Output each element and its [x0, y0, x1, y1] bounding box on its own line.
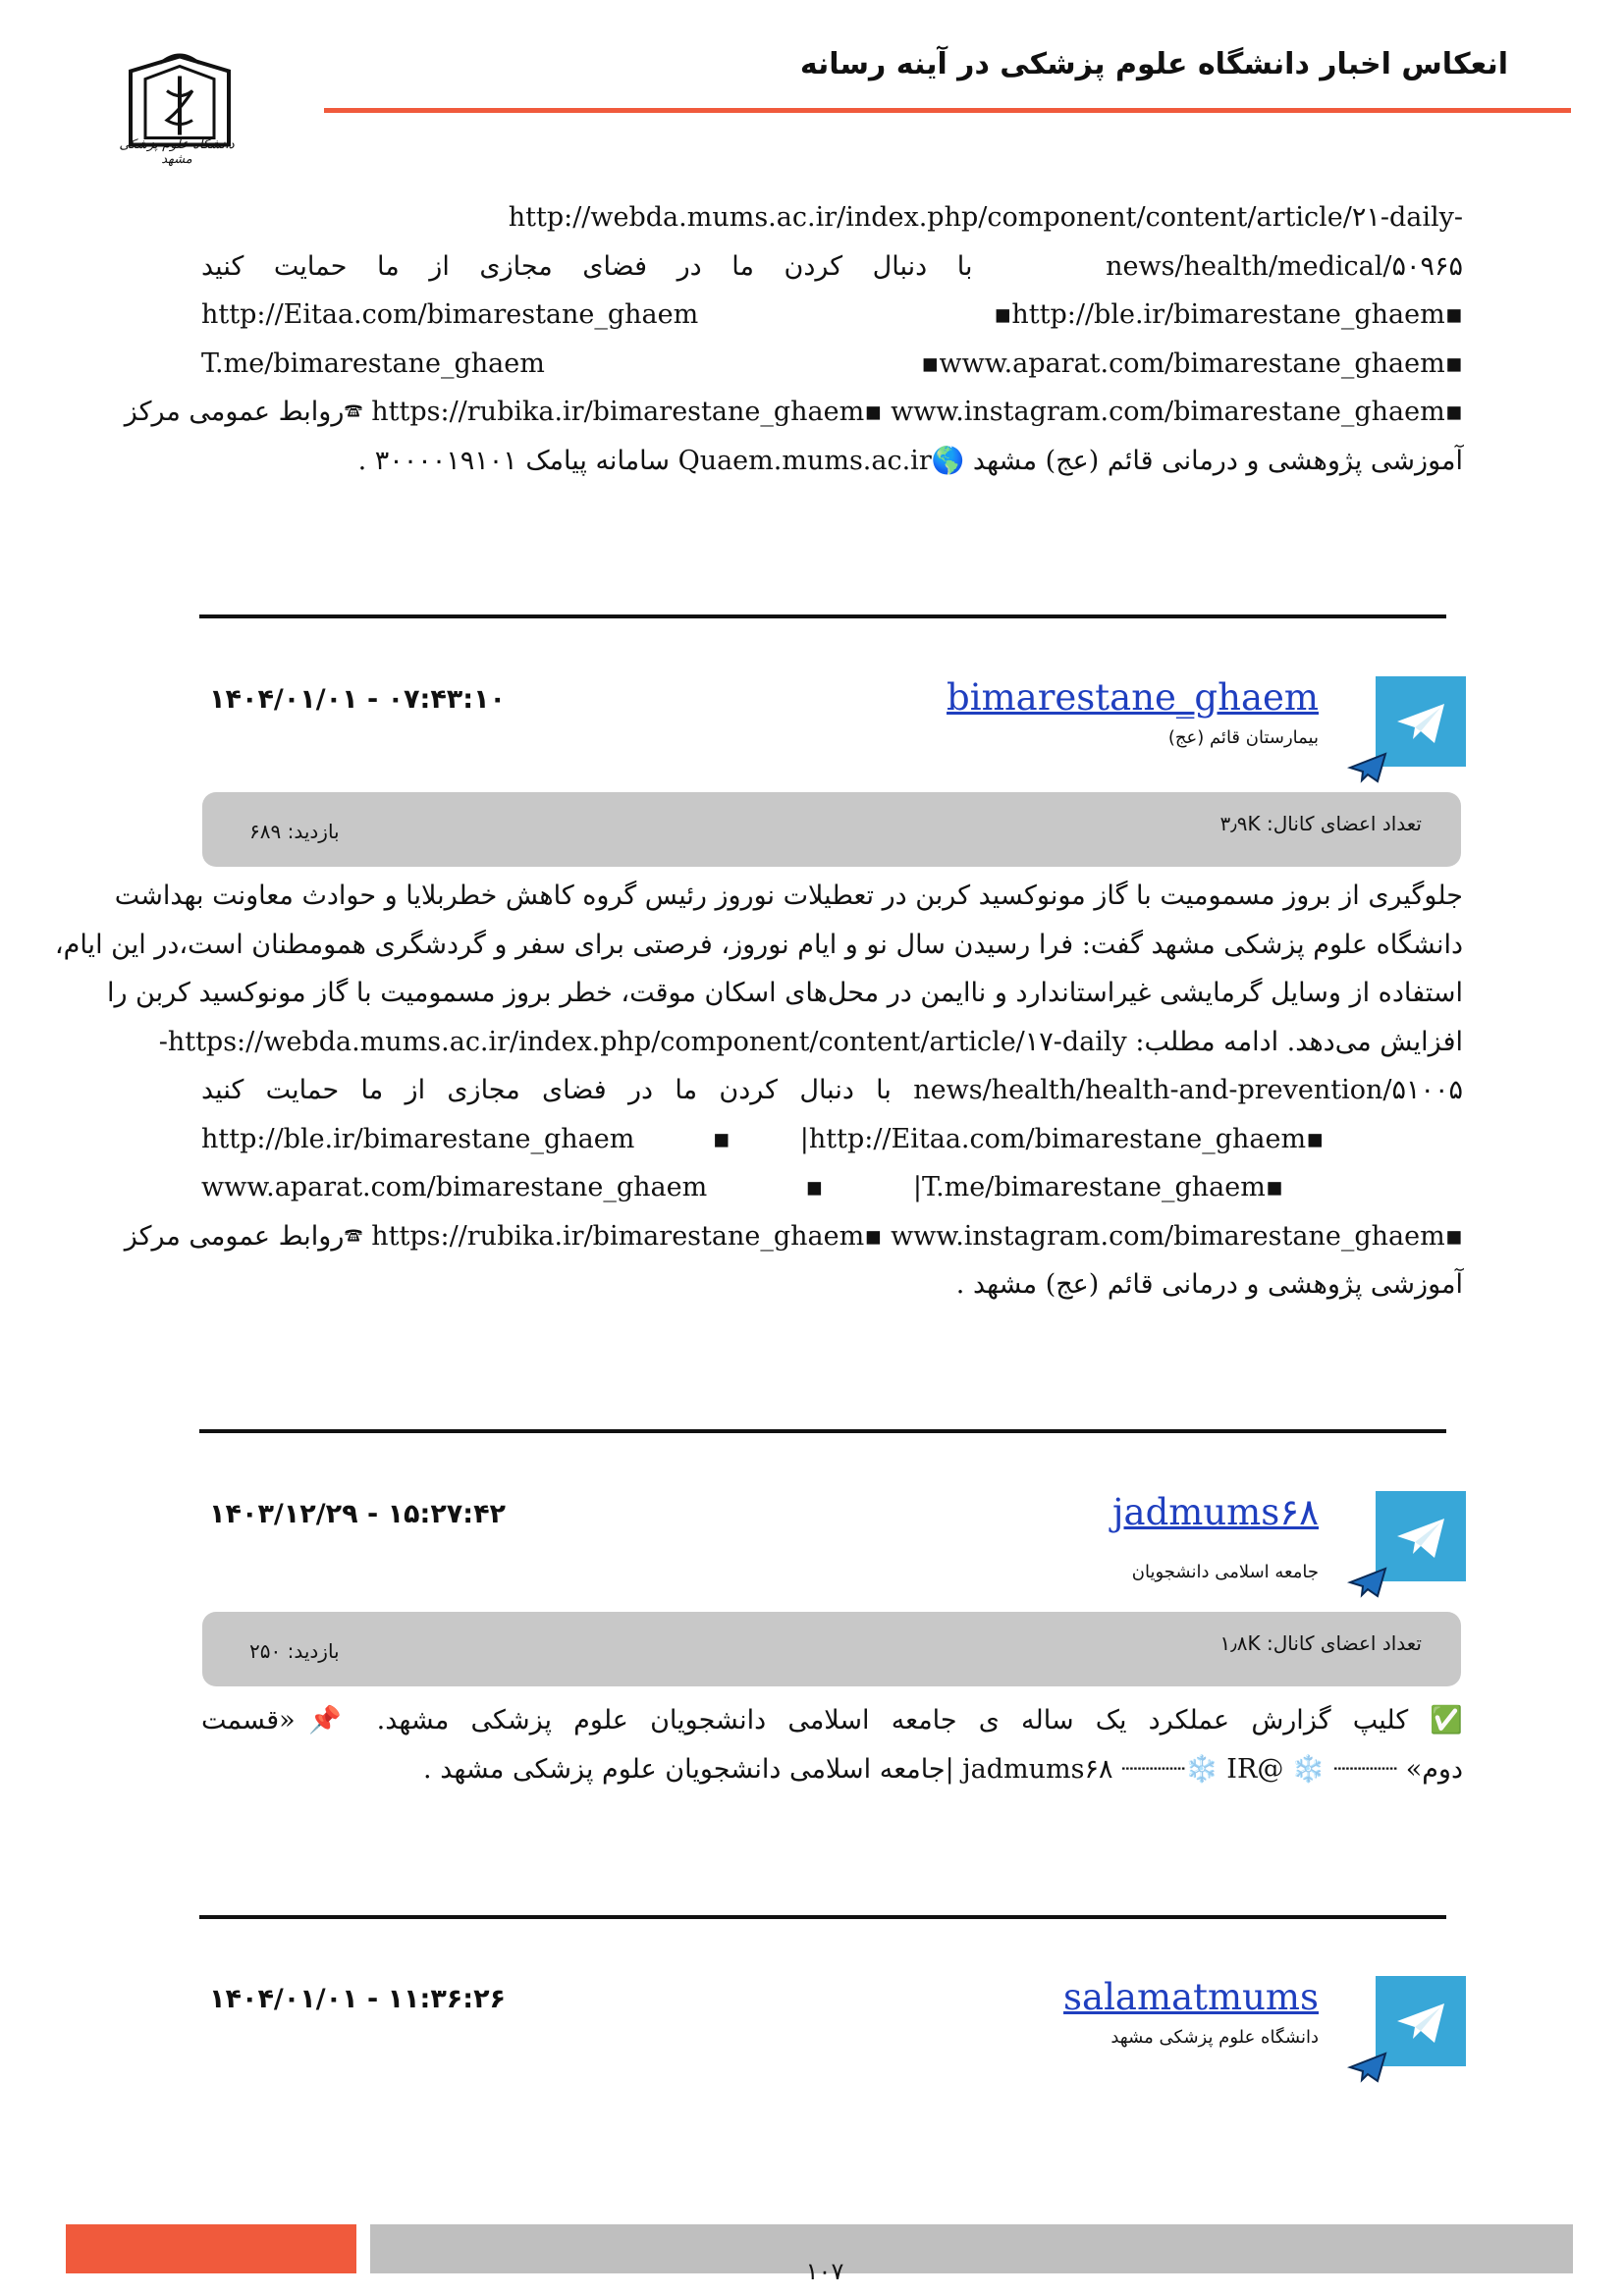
post-body — [201, 1696, 1463, 1793]
page-number: ۱۰۷ — [805, 2258, 844, 2285]
header-divider — [324, 108, 1571, 113]
text-line: ▪www.aparat.com/bimarestane_ghaem▪ T.me/bimarestane_ghaem — [201, 347, 1463, 379]
post-datetime: ۱۴۰۳/۱۲/۲۹ - ۱۵:۲۷:۴۲ — [209, 1499, 507, 1529]
text-line: ▪https://rubika.ir/bimarestane_ghaem▪ www.instagram.com/bimarestane_ghaem 🕿روابط عمومی مرکز — [124, 397, 1463, 427]
post-datetime: ۱۴۰۴/۰۱/۰۱ - ۱۱:۳۶:۲۶ — [209, 1984, 507, 2014]
channel-stats-bar — [202, 792, 1461, 867]
post-separator — [199, 1915, 1446, 1919]
channel-link[interactable]: salamatmums — [1063, 1976, 1319, 2018]
view-count: بازدید: ۶۸۹ — [249, 820, 340, 843]
text-line: ▪https://rubika.ir/bimarestane_ghaem▪ www.instagram.com/bimarestane_ghaem 🕿روابط عمومی مرکز — [124, 1220, 1463, 1252]
view-count: بازدید: ۲۵۰ — [249, 1639, 340, 1663]
telegram-small-icon — [1348, 751, 1387, 784]
text-line: آموزشی پژوهشی و درمانی قائم (عج) مشهد . — [955, 1269, 1463, 1300]
telegram-icon — [1376, 676, 1466, 767]
post-separator — [199, 614, 1446, 618]
telegram-small-icon — [1348, 1566, 1387, 1599]
telegram-icon — [1376, 1491, 1466, 1581]
text-line: افزایش می‌دهد. ادامه مطلب: https://webda.mums.ac.ir/index.php/component/content/article/۱۷-daily- — [158, 1026, 1463, 1057]
member-count: تعداد اعضای کانال: ۱٫۸K — [1219, 1631, 1422, 1655]
text-line: دوم» ┈┈┈┈ ❄️ @jadmums۶۸ ┈┈┈┈❄️ IR |جامعه اسلامی دانشجویان علوم پزشکی مشهد . — [423, 1753, 1463, 1785]
channel-name: دانشگاه علوم پزشکی مشهد — [1110, 2027, 1319, 2048]
top-text-block — [124, 193, 1463, 485]
post-body — [54, 872, 1463, 1309]
page-title: انعکاس اخبار دانشگاه علوم پزشکی در آینه رسانه — [799, 47, 1508, 81]
text-line: ▪http://ble.ir/bimarestane_ghaem ▪|http://Eitaa.com/bimarestane_ghaem — [201, 1123, 1394, 1154]
text-line: استفاده از وسایل گرمایشی غیراستاندارد و ناایمن در محل‌های اسکان موقت، خطر بروز مسمومیت با گاز مونوکسید کربن را — [106, 978, 1463, 1008]
post-header — [199, 1491, 1466, 1584]
telegram-small-icon — [1348, 2051, 1387, 2084]
text-line: ▪http://ble.ir/bimarestane_ghaem▪ http://Eitaa.com/bimarestane_ghaem — [201, 299, 1463, 330]
footer-accent-bar — [66, 2224, 356, 2273]
text-line: دانشگاه علوم پزشکی مشهد گفت: فرا رسیدن سال نو و ایام نوروز، فرصتی برای سفر و گردشگری همومطنان است،در این ایام، — [54, 929, 1463, 960]
post-separator — [199, 1429, 1446, 1433]
footer-bar — [370, 2224, 1573, 2273]
text-line: جلوگیری از بروز مسمومیت با گاز مونوکسید کربن در تعطیلات نوروز رئیس گروه کاهش خطربلایا و حوادث معاونت بهداشت — [114, 881, 1463, 911]
telegram-icon — [1376, 1976, 1466, 2066]
text-line: news/health/medical/۵۰۹۶۵ با دنبال کردن ما در فضای مجازی از ما حمایت کنید — [201, 250, 1463, 282]
text-line: news/health/health-and-prevention/۵۱۰۰۵ با دنبال کردن ما در فضای مجازی از ما حمایت کنید — [201, 1075, 1463, 1105]
channel-name: جامعه اسلامی دانشجویان — [1131, 1562, 1319, 1582]
channel-name: بیمارستان قائم (عج) — [1167, 727, 1319, 748]
member-count: تعداد اعضای کانال: ۳٫۹K — [1219, 812, 1422, 835]
channel-stats-bar — [202, 1612, 1461, 1686]
text-line: http://webda.mums.ac.ir/index.php/component/content/article/۲۱-daily- — [508, 202, 1463, 233]
post-header — [199, 676, 1466, 770]
text-line: ✅ کلیپ گزارش عملکرد یک ساله ی جامعه اسلامی دانشجویان علوم پزشکی مشهد. 📌«قسمت — [201, 1705, 1463, 1735]
post-header — [199, 1976, 1466, 2069]
post-datetime: ۱۴۰۴/۰۱/۰۱ - ۰۷:۴۳:۱۰ — [209, 684, 507, 715]
channel-link[interactable]: jadmums۶۸ — [1112, 1491, 1319, 1533]
logo-caption: دانشگاه علوم پزشکی مشهد — [119, 137, 235, 167]
text-line: آموزشی پژوهشی و درمانی قائم (عج) مشهد 🌎Quaem.mums.ac.ir سامانه پیامک ۳۰۰۰۰۱۹۱۰۱ . — [357, 445, 1463, 476]
channel-link[interactable]: bimarestane_ghaem — [947, 676, 1319, 719]
text-line: ▪www.aparat.com/bimarestane_ghaem ▪|T.me/bimarestane_ghaem — [201, 1172, 1374, 1202]
